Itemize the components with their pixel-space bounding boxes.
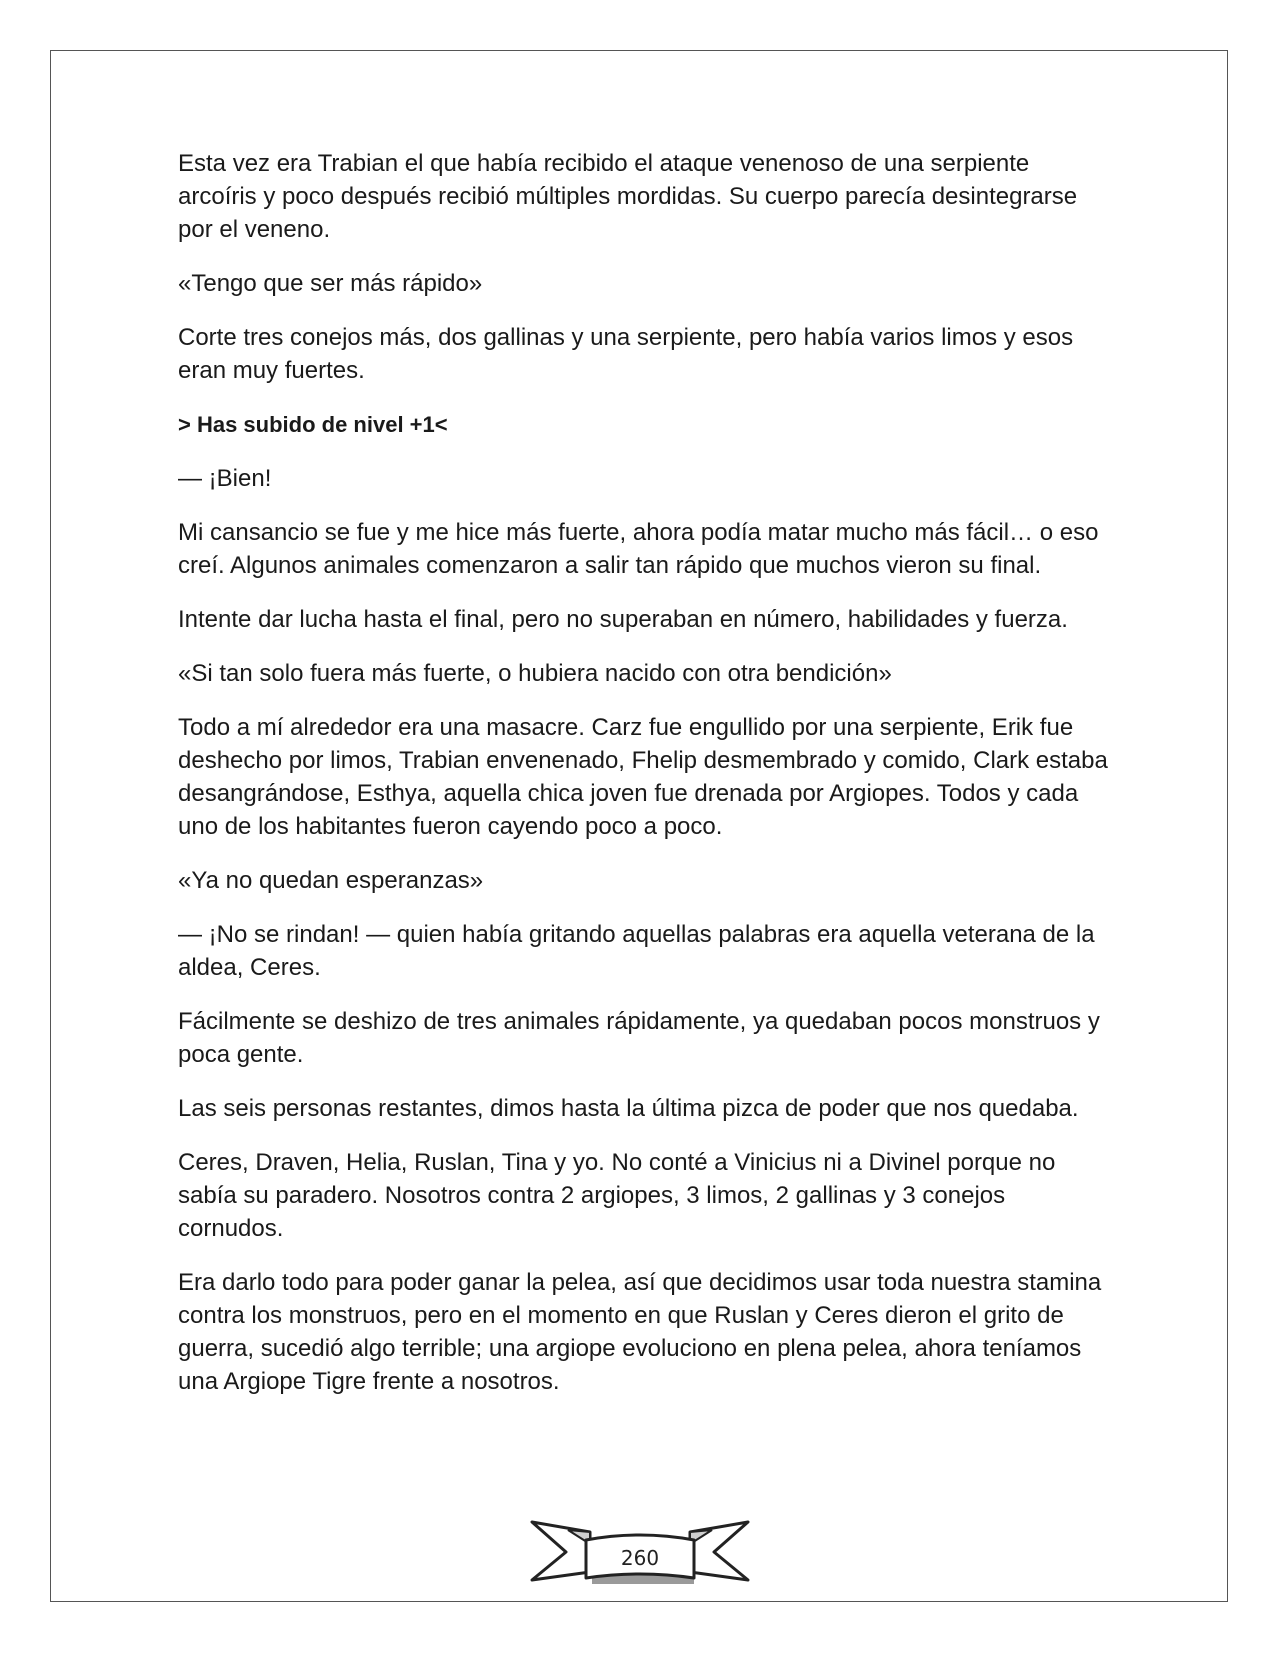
paragraph: Esta vez era Trabian el que había recibido el ataque venenoso de una serpiente arcoíris y poco después recibió múltiples mordidas. Su cuerpo parecía desintegrarse por el veneno. <box>178 150 1078 243</box>
paragraph: Mi cansancio se fue y me hice más fuerte, ahora podía matar mucho más fácil… o eso creí. Algunos animales comenzaron a salir tan rápido que muchos vieron su final. <box>178 519 1099 579</box>
paragraph: Todo a mí alrededor era una masacre. Carz fue engullido por una serpiente, Erik fue deshecho por limos, Trabian envenenado, Fhelip desmembrado y comido, Clark estaba desangrándose, Esthya, aquella chica joven fue drenada por Argiopes. Todos y cada uno de los habitantes fueron cayendo poco a poco. <box>178 714 1108 840</box>
paragraph: Era darlo todo para poder ganar la pelea, así que decidimos usar toda nuestra stamina contra los monstruos, pero en el momento en que Ruslan y Ceres dieron el grito de guerra, sucedió algo terrible; una argiope evoluciono en plena pelea, ahora teníamos una Argiope Tigre frente a nosotros. <box>178 1269 1102 1395</box>
paragraph: — ¡No se rindan! — quien había gritando aquellas palabras era aquella veterana de la aldea, Ceres. <box>178 921 1095 981</box>
paragraph: Corte tres conejos más, dos gallinas y una serpiente, pero había varios limos y esos eran muy fuertes. <box>178 324 1074 384</box>
level-up-notice: > Has subido de nivel +1< <box>178 412 448 437</box>
page-number: 260 <box>620 1546 660 1570</box>
paragraph: «Tengo que ser más rápido» <box>178 270 483 297</box>
paragraph: Ceres, Draven, Helia, Ruslan, Tina y yo. No conté a Vinicius ni a Divinel porque no sabía su paradero. Nosotros contra 2 argiopes, 3 limos, 2 gallinas y 3 conejos cornudos. <box>178 1149 1056 1242</box>
paragraph: Intente dar lucha hasta el final, pero no superaban en número, habilidades y fuerza. <box>178 606 1068 633</box>
paragraph: «Ya no quedan esperanzas» <box>178 867 484 894</box>
page-body <box>178 147 1108 1419</box>
paragraph: Fácilmente se deshizo de tres animales rápidamente, ya quedaban pocos monstruos y poca gente. <box>178 1008 1100 1068</box>
paragraph: — ¡Bien! <box>178 465 272 492</box>
paragraph: «Si tan solo fuera más fuerte, o hubiera nacido con otra bendición» <box>178 660 892 687</box>
paragraph: Las seis personas restantes, dimos hasta la última pizca de poder que nos quedaba. <box>178 1095 1079 1122</box>
